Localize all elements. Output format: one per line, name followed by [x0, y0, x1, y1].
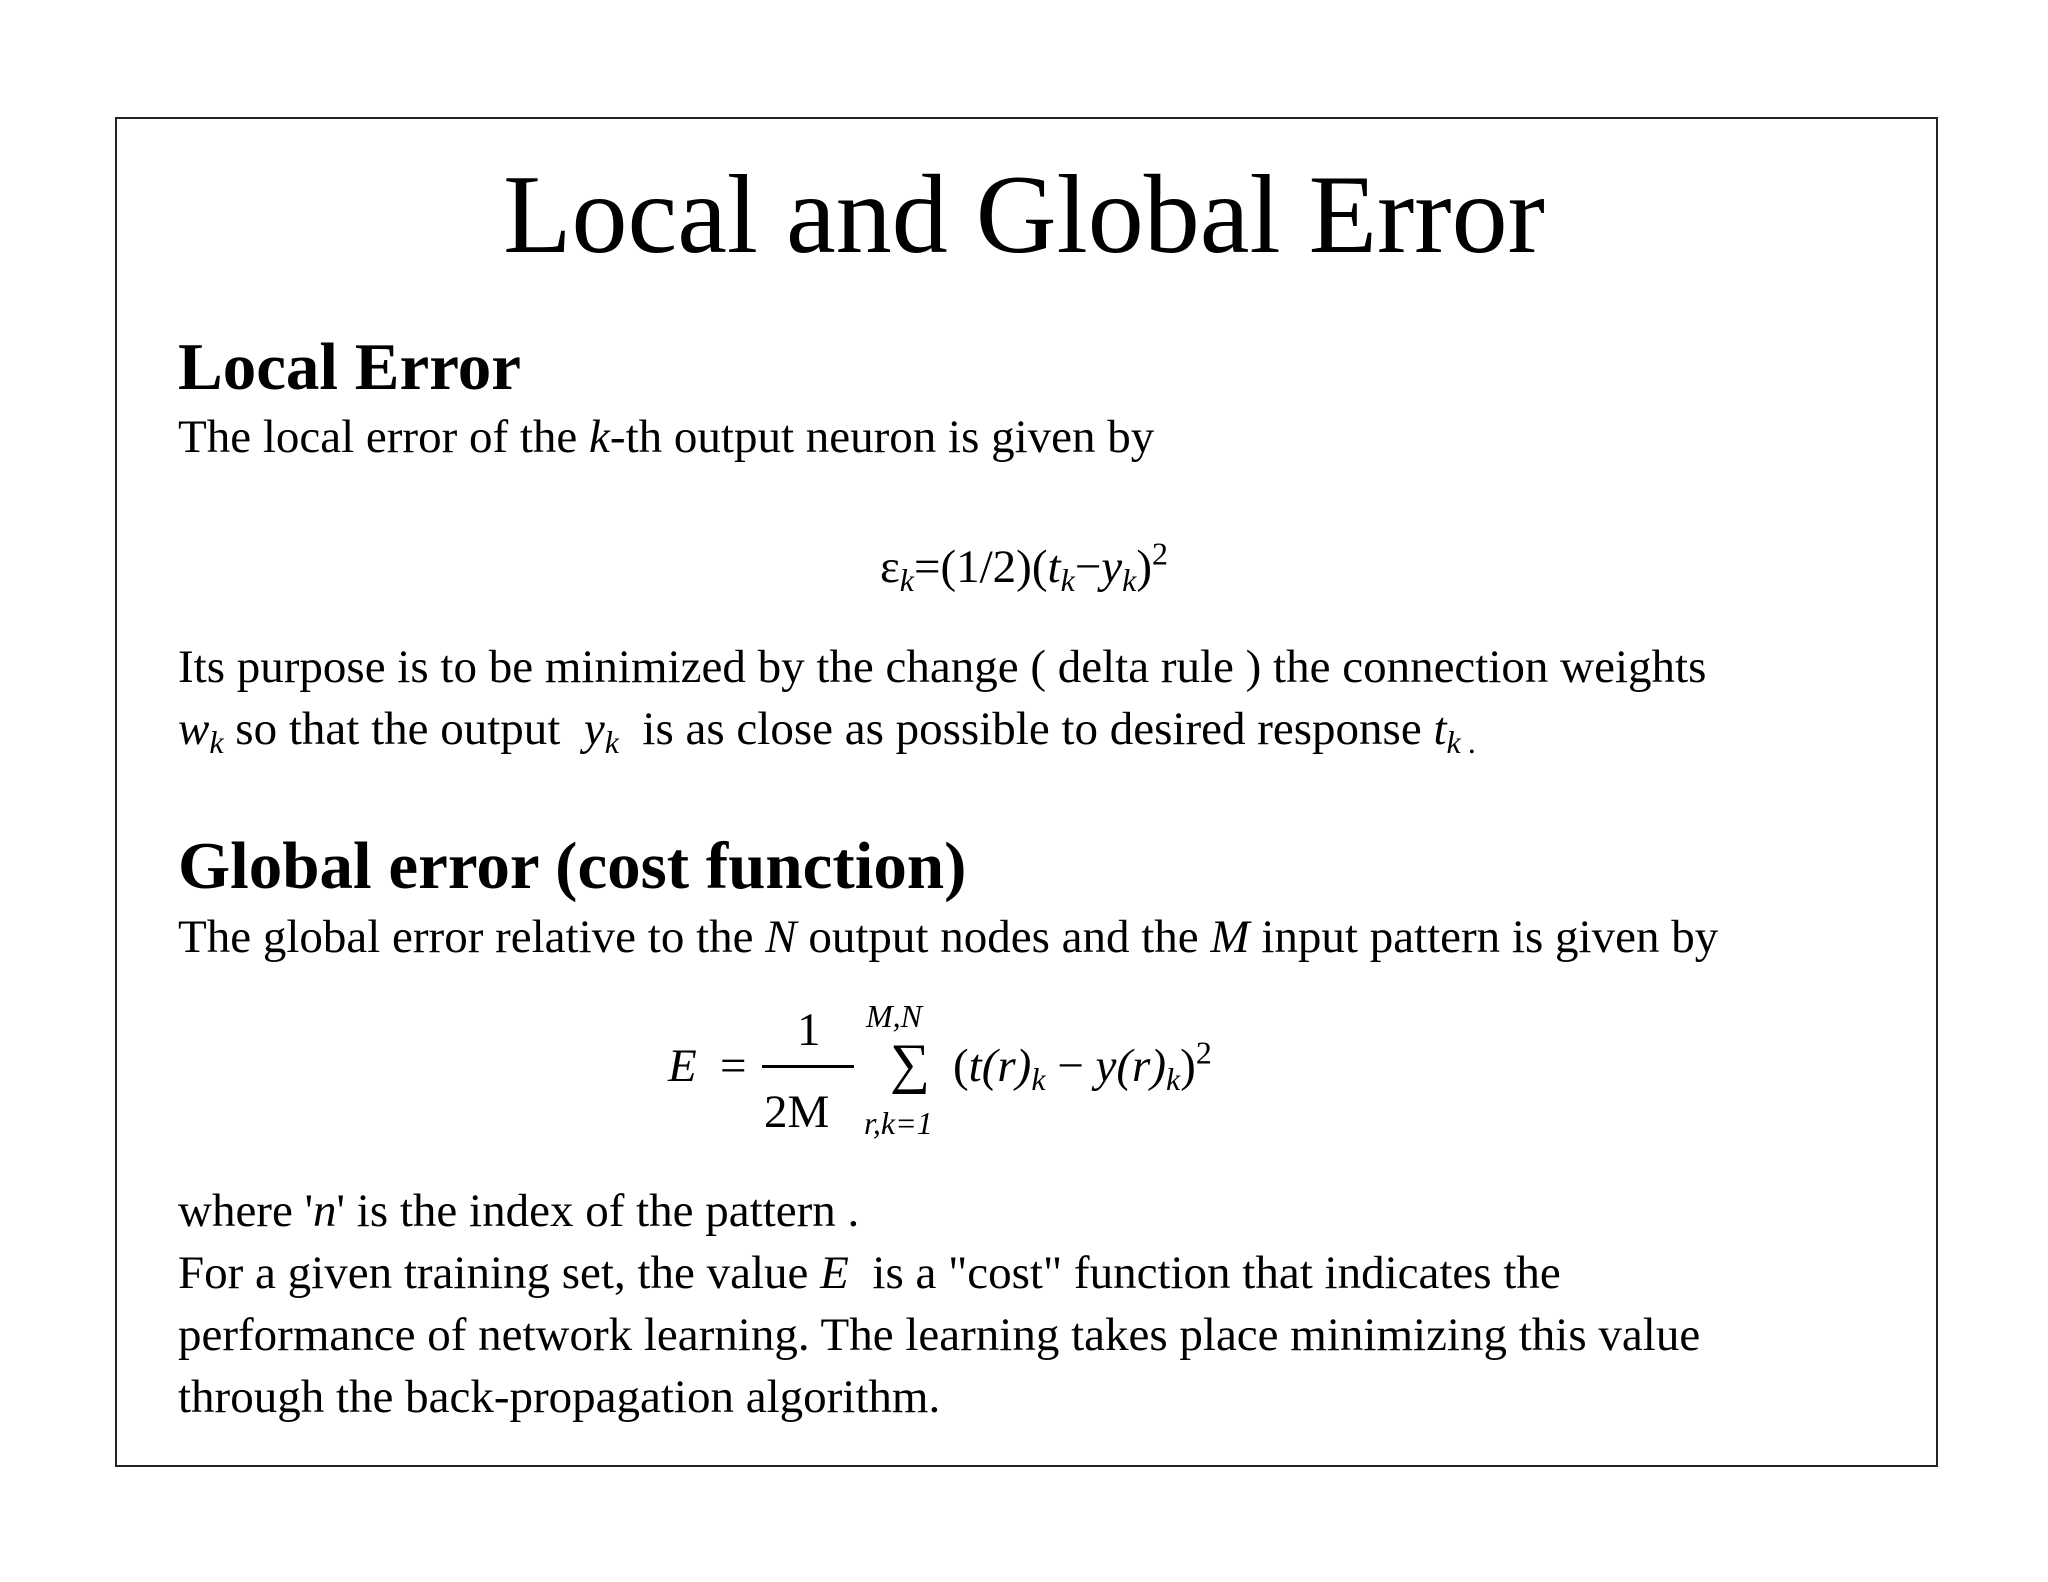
sum-lower-limit: r,k=1	[864, 1105, 933, 1141]
eq-half: =(1/2)(	[913, 541, 1048, 593]
intro-text-pre: The local error of the	[178, 411, 590, 463]
target-t-sub: k .	[1446, 724, 1477, 760]
sum-symbol: ∑	[890, 1033, 930, 1095]
slide-title: Local and Global Error	[503, 153, 1545, 277]
global-error-intro	[178, 906, 1718, 968]
cost-line3: through the back-propagation algorithm.	[178, 1371, 941, 1423]
weight-w-sub: k	[209, 724, 224, 760]
eq-sub-k: k	[899, 562, 914, 598]
eq-numerator: 1	[797, 1004, 821, 1056]
eq-denominator: 2M	[764, 1086, 830, 1138]
local-error-intro	[178, 406, 1154, 468]
fraction-bar	[762, 1065, 854, 1068]
eq-exponent: 2	[1151, 536, 1168, 572]
local-purpose-line1: Its purpose is to be minimized by the change ( delta rule ) the connection weights	[178, 641, 1707, 693]
sum-upper-limit: M,N	[866, 998, 922, 1034]
eq-close-paren: )	[1180, 1040, 1196, 1092]
cost-line2: performance of network learning. The learning takes place minimizing this value	[178, 1309, 1701, 1361]
eq-y-of: y	[1095, 1040, 1117, 1092]
cost-post: is a "cost" function that indicates the	[848, 1247, 1561, 1299]
eq-t-of: t	[968, 1040, 982, 1092]
eq-r-second: (r)	[1116, 1040, 1166, 1092]
global-intro-M: M	[1210, 911, 1250, 963]
where-var-n: n	[313, 1185, 337, 1237]
cost-pre: For a given training set, the value	[178, 1247, 821, 1299]
eq-t: t	[1047, 541, 1061, 593]
output-y: y	[583, 703, 605, 755]
eq-sub-second: k	[1165, 1061, 1181, 1097]
eq-epsilon: ε	[880, 541, 900, 593]
global-intro-post: input pattern is given by	[1249, 911, 1719, 963]
eq-y: y	[1101, 541, 1123, 593]
weight-w: w	[178, 703, 210, 755]
global-intro-pre: The global error relative to the	[178, 911, 766, 963]
eq-r-first: (r)	[981, 1040, 1032, 1092]
eq-minus: −	[1074, 541, 1102, 593]
global-error-heading: Global error (cost function)	[178, 829, 967, 903]
output-y-sub: k	[604, 724, 619, 760]
global-intro-mid: output nodes and the	[796, 911, 1211, 963]
eq-open-paren: (	[953, 1040, 969, 1092]
line2-text-a: so that the output	[223, 703, 584, 755]
where-post: ' is the index of the pattern .	[336, 1185, 860, 1237]
eq-t-sub: k	[1060, 562, 1075, 598]
eq-close: )	[1136, 541, 1152, 593]
eq-square: 2	[1195, 1035, 1212, 1071]
intro-text-post: -th output neuron is given by	[609, 411, 1155, 463]
cost-line1	[178, 1242, 1561, 1304]
local-purpose-line2	[178, 698, 1477, 760]
global-intro-N: N	[765, 911, 797, 963]
cost-var-E: E	[820, 1247, 849, 1299]
eq-equals: =	[720, 1040, 747, 1092]
eq-minus-sign: −	[1057, 1040, 1084, 1092]
local-error-heading: Local Error	[178, 330, 521, 404]
global-eq-terms	[953, 1035, 1212, 1097]
line2-text-b: is as close as possible to desired response	[618, 703, 1434, 755]
eq-E: E	[668, 1040, 697, 1092]
target-t: t	[1433, 703, 1447, 755]
where-pre: where '	[178, 1185, 314, 1237]
eq-sub-first: k	[1031, 1061, 1046, 1097]
eq-y-sub: k	[1122, 562, 1137, 598]
where-line	[178, 1180, 859, 1242]
intro-var-k: k	[589, 411, 610, 463]
local-error-equation	[0, 536, 2048, 598]
